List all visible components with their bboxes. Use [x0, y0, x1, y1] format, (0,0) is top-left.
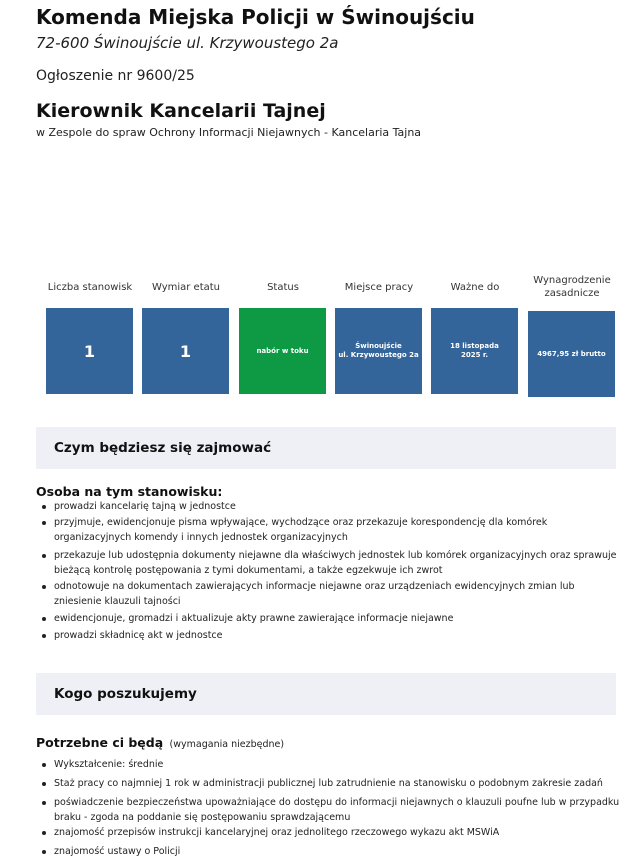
stat-label-workplace: Miejsce pracy	[344, 282, 414, 293]
requirements-subtitle	[36, 735, 284, 750]
stat-box-salary: 4967,95 zł brutto	[528, 311, 615, 397]
org-name: Komenda Miejska Policji w Świnoujściu	[36, 5, 475, 29]
stat-box-status: nabór w toku	[239, 308, 326, 394]
stat-box-workplace	[335, 308, 422, 394]
stat-box-valid-until	[431, 308, 518, 394]
section-title-requirements: Kogo poszukujemy	[54, 686, 197, 702]
stat-box-workload: 1	[142, 308, 229, 394]
section-header-requirements	[36, 673, 616, 715]
list-item: odnotowuje na dokumentach zawierających informacje niejawne oraz urządzeniach ewidencyjnych zmian lub zniesienie klauzuli tajności	[54, 579, 624, 609]
job-unit: w Zespole do spraw Ochrony Informacji Niejawnych - Kancelaria Tajna	[36, 126, 422, 139]
org-address: 72-600 Świnoujście ul. Krzywoustego 2a	[36, 34, 339, 52]
list-item: znajomość ustawy o Policji	[54, 844, 624, 859]
stat-label-status: Status	[267, 282, 299, 293]
requirements-subtitle-text: Potrzebne ci będą	[36, 735, 164, 750]
list-item: poświadczenie bezpieczeństwa upoważniające do dostępu do informacji niejawnych o klauzuli poufne lub w przypadku braku - zgoda na poddanie się postępowaniu sprawdzającemu	[54, 795, 624, 825]
list-item: przyjmuje, ewidencjonuje pisma wpływające, wychodzące oraz przekazuje korespondencję dla komórek organizacyjnych komendy i innych jednostek organizacyjnych	[54, 515, 624, 545]
list-item: znajomość przepisów instrukcji kancelaryjnej oraz jednolitego rzeczowego wykazu akt MSWiA	[54, 825, 624, 840]
stat-box-positions: 1	[46, 308, 133, 394]
stat-value-workplace-line1: Świnoujście	[355, 342, 402, 350]
section-title-duties: Czym będziesz się zajmować	[54, 440, 272, 456]
stat-label-salary	[528, 268, 616, 300]
list-item: prowadzi kancelarię tajną w jednostce	[54, 499, 624, 514]
announcement-number: Ogłoszenie nr 9600/25	[36, 68, 195, 84]
stat-value-valid-until-line2: 2025 r.	[460, 351, 489, 359]
stat-label-salary-line1: Wynagrodzenie	[533, 275, 611, 286]
stat-value-workplace-line2: ul. Krzywoustego 2a	[338, 351, 419, 359]
requirements-subtitle-note: (wymagania niezbędne)	[169, 739, 285, 750]
list-item: przekazuje lub udostępnia dokumenty niejawne dla właściwych jednostek lub komórek organizacyjnych oraz sprawuje bieżącą kontrolę postępowania z tymi dokumentami, a także egzekwuje ich zwrot	[54, 548, 624, 578]
section-header-duties	[36, 427, 616, 469]
stat-label-workload: Wymiar etatu	[151, 282, 221, 293]
stat-value-valid-until-line1: 18 listopada	[450, 342, 499, 350]
stat-label-salary-line2: zasadnicze	[544, 288, 600, 299]
list-item: Staż pracy co najmniej 1 rok w administracji publicznej lub zatrudnienie na stanowisku o podobnym zakresie zadań	[54, 776, 624, 791]
stat-label-valid-until: Ważne do	[450, 282, 500, 293]
list-item: ewidencjonuje, gromadzi i aktualizuje akty prawne zawierające informacje niejawne	[54, 611, 624, 626]
stat-label-positions: Liczba stanowisk	[47, 282, 133, 293]
job-title: Kierownik Kancelarii Tajnej	[36, 100, 326, 122]
duties-subtitle: Osoba na tym stanowisku:	[36, 484, 223, 499]
list-item: Wykształcenie: średnie	[54, 757, 624, 772]
list-item: prowadzi składnicę akt w jednostce	[54, 628, 624, 643]
